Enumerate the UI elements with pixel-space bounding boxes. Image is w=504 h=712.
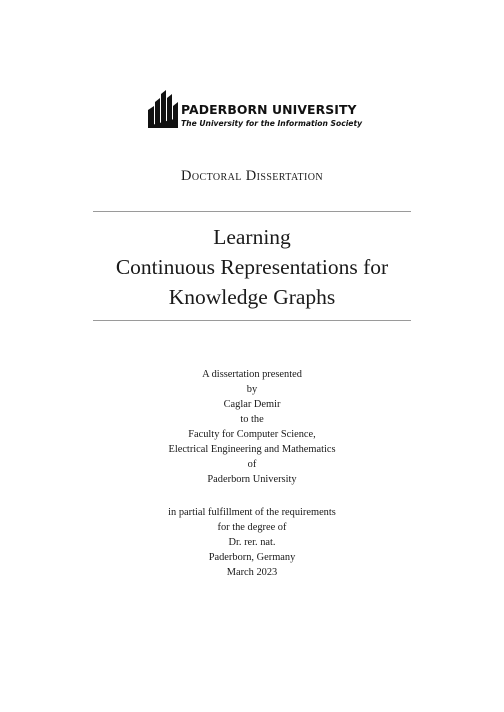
fulfillment-line: in partial fulfillment of the requirements bbox=[168, 507, 336, 518]
faculty-line: Electrical Engineering and Mathematics bbox=[168, 444, 336, 455]
fulfillment-line: for the degree of bbox=[217, 522, 287, 533]
bottom-divider bbox=[93, 320, 411, 321]
fulfillment-block bbox=[0, 505, 504, 580]
author-name: Caglar Demir bbox=[223, 399, 281, 410]
presentation-line: of bbox=[247, 459, 257, 470]
presentation-line: A dissertation presented bbox=[202, 369, 302, 380]
university-line: Paderborn University bbox=[207, 474, 297, 485]
dissertation-title bbox=[0, 222, 504, 312]
document-type: Doctoral Dissertation bbox=[181, 168, 323, 184]
faculty-line: Faculty for Computer Science, bbox=[188, 429, 316, 440]
university-logo bbox=[148, 86, 363, 138]
paderborn-logo-icon bbox=[148, 88, 178, 128]
presentation-line: to the bbox=[240, 414, 264, 425]
top-divider bbox=[93, 211, 411, 212]
university-name: PADERBORN UNIVERSITY bbox=[181, 102, 357, 117]
degree-line: Dr. rer. nat. bbox=[228, 537, 276, 548]
title-line: Learning bbox=[213, 225, 291, 249]
title-line: Knowledge Graphs bbox=[168, 285, 336, 309]
presentation-block bbox=[0, 367, 504, 487]
university-tagline: The University for the Information Society bbox=[181, 119, 363, 128]
date-line: March 2023 bbox=[226, 567, 278, 578]
title-line: Continuous Representations for bbox=[115, 255, 389, 279]
place-line: Paderborn, Germany bbox=[208, 552, 296, 563]
presentation-line: by bbox=[246, 384, 258, 395]
